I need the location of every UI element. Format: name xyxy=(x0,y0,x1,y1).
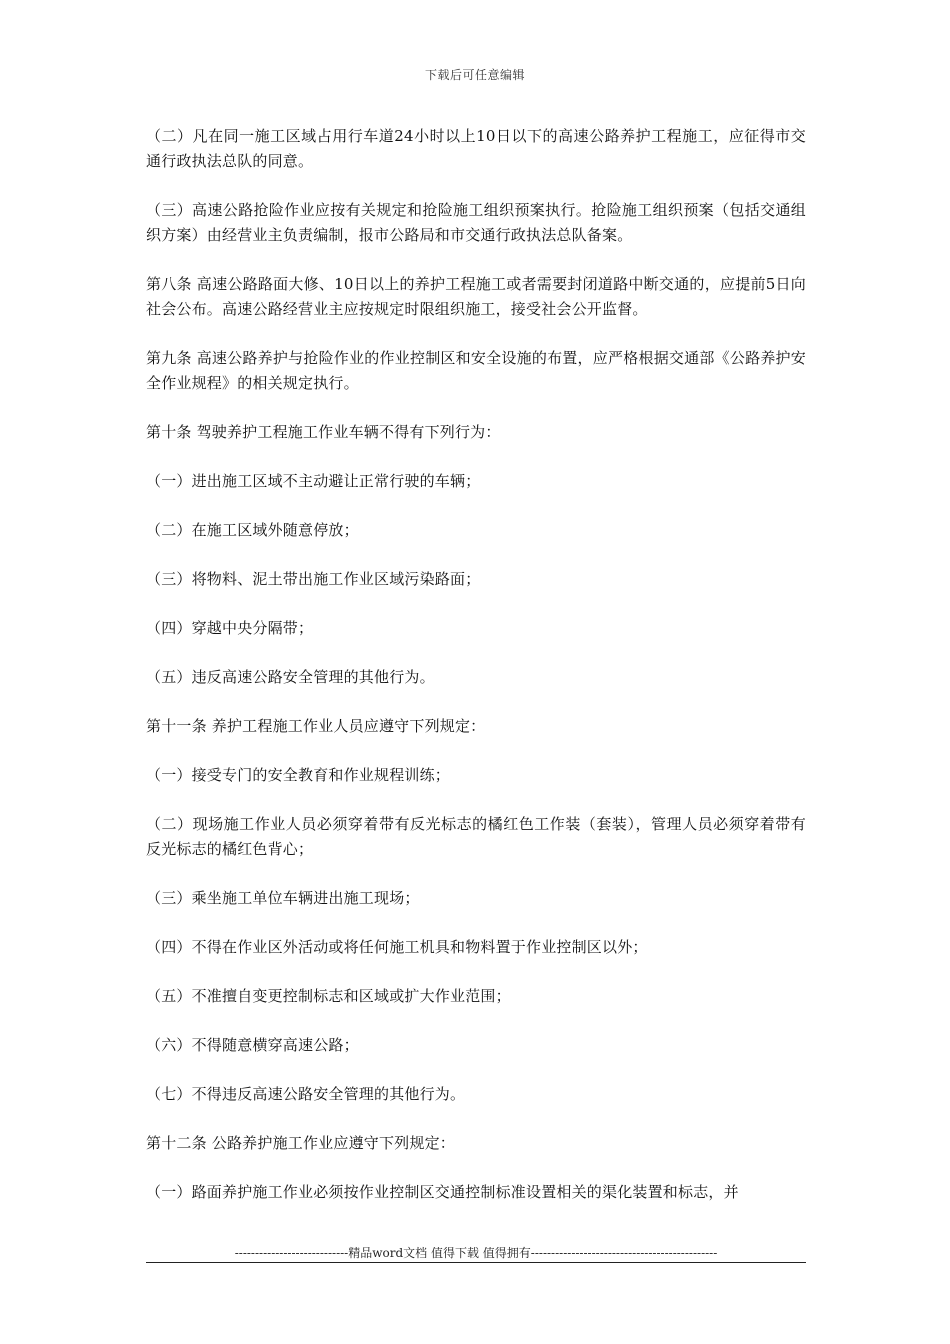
paragraph: （七）不得违反高速公路安全管理的其他行为。 xyxy=(146,1085,466,1103)
footer-divider xyxy=(146,1262,806,1263)
paragraph: （一）接受专门的安全教育和作业规程训练； xyxy=(146,766,451,784)
paragraph: （六）不得随意横穿高速公路； xyxy=(146,1036,359,1054)
paragraph: 第十一条 养护工程施工作业人员应遵守下列规定： xyxy=(146,717,486,735)
paragraph: 第八条 高速公路路面大修、10日以上的养护工程施工或者需要封闭道路中断交通的，应提前5日向社会公布。高速公路经营业主应按规定时限组织施工，接受社会公开监督。 xyxy=(146,275,806,318)
paragraph: （三）高速公路抢险作业应按有关规定和抢险施工组织预案执行。抢险施工组织预案（包括交通组织方案）由经营业主负责编制，报市公路局和市交通行政执法总队备案。 xyxy=(146,201,806,244)
paragraph: （一）路面养护施工作业必须按作业控制区交通控制标准设置相关的渠化装置和标志，并 xyxy=(146,1183,739,1201)
paragraph: （二）在施工区域外随意停放； xyxy=(146,521,359,539)
paragraph: （五）违反高速公路安全管理的其他行为。 xyxy=(146,668,435,686)
paragraph: （一）进出施工区域不主动避让正常行驶的车辆； xyxy=(146,472,481,490)
document-body xyxy=(146,124,806,1229)
page-footer: ----------------------------精品word文档 值得下载 值得拥有---------------------------------------------- xyxy=(234,1246,718,1260)
paragraph: 第十条 驾驶养护工程施工作业车辆不得有下列行为： xyxy=(146,423,501,441)
paragraph: （四）穿越中央分隔带； xyxy=(146,619,314,637)
paragraph: （二）现场施工作业人员必须穿着带有反光标志的橘红色工作装（套装），管理人员必须穿着带有反光标志的橘红色背心； xyxy=(146,815,806,858)
paragraph: 第十二条 公路养护施工作业应遵守下列规定： xyxy=(146,1134,455,1152)
paragraph: （三）将物料、泥土带出施工作业区域污染路面； xyxy=(146,570,481,588)
page-header: 下载后可任意编辑 xyxy=(424,68,525,82)
paragraph: （四）不得在作业区外活动或将任何施工机具和物料置于作业控制区以外； xyxy=(146,938,648,956)
paragraph: （二）凡在同一施工区域占用行车道24小时以上10日以下的高速公路养护工程施工，应征得市交通行政执法总队的同意。 xyxy=(146,127,806,170)
paragraph: （三）乘坐施工单位车辆进出施工现场； xyxy=(146,889,420,907)
paragraph: 第九条 高速公路养护与抢险作业的作业控制区和安全设施的布置，应严格根据交通部《公路养护安全作业规程》的相关规定执行。 xyxy=(146,349,806,392)
paragraph: （五）不准擅自变更控制标志和区域或扩大作业范围； xyxy=(146,987,511,1005)
